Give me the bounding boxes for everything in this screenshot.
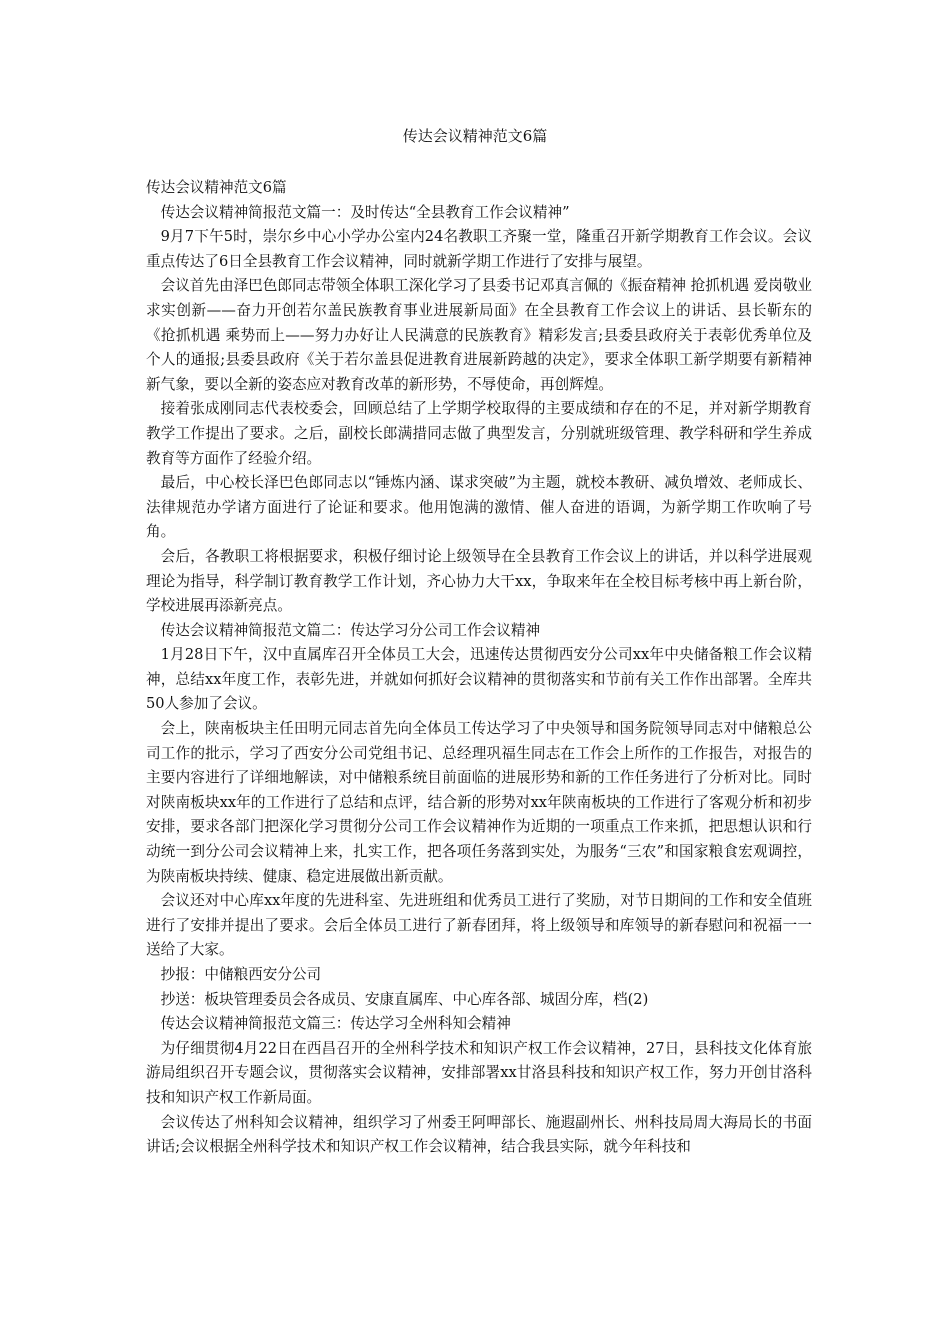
paragraph: 最后，中心校长泽巴色郎同志以“锤炼内涵、谋求突破”为主题，就校本教研、减负增效、老师成长、法律规范办学诸方面进行了论证和要求。他用饱满的激情、催人奋进的语调，为新学期工作吹响了号角。 — [146, 474, 812, 541]
paragraph: 会议传达了州科知会议精神，组织学习了州委王阿呷部长、施遐副州长、州科技局周大海局长的书面讲话;会议根据全州科学技术和知识产权工作会议精神，结合我县实际，就今年科技和 — [146, 1113, 812, 1156]
paragraph: 接着张成刚同志代表校委会，回顾总结了上学期学校取得的主要成绩和存在的不足，并对新学期教育教学工作提出了要求。之后，副校长郎满措同志做了典型发言，分别就班级管理、教学科研和学生养成教育等方面作了经验介绍。 — [146, 400, 812, 467]
paragraph: 1月28日下午，汉中直属库召开全体员工大会，迅速传达贯彻西安分公司xx年中央储备粮工作会议精神，总结xx年度工作，表彰先进，并就如何抓好会议精神的贯彻落实和节前有关工作作出部署。全库共50人参加了会议。 — [146, 646, 812, 713]
paragraph: 抄送：板块管理委员会各成员、安康直属库、中心库各部、城固分库，档(2) — [160, 990, 649, 1008]
paragraph: 会上，陕南板块主任田明元同志首先向全体员工传达学习了中央领导和国务院领导同志对中储粮总公司工作的批示，学习了西安分公司党组书记、总经理巩福生同志在工作会上所作的工作报告，对报告的主要内容进行了详细地解读，对中储粮系统目前面临的进展形势和新的工作任务进行了分析对比。同时对陕南板块xx年的工作进行了总结和点评，结合新的形势对xx年陕南板块的工作进行了客观分析和初步安排，要求各部门把深化学习贯彻分公司工作会议精神作为近期的一项重点工作来抓，把思想认识和行动统一到分公司会议精神上来，扎实工作，把各项任务落到实处，为服务“三农”和国家粮食宏观调控，为陕南板块持续、健康、稳定进展做出新贡献。 — [146, 720, 812, 885]
document-title: 传达会议精神范文6篇 — [402, 127, 548, 145]
paragraph: 会议首先由泽巴色郎同志带领全体职工深化学习了县委书记邓真言佩的《振奋精神 抢抓机遇 爱岗敬业求实创新——奋力开创若尔盖民族教育事业进展新局面》在全县教育工作会议上的讲话、县长靳东的《抢抓机遇 乘势而上——努力办好让人民满意的民族教育》精彩发言;县委县政府关于表彰优秀单位及个人的通报;县委县政府《关于若尔盖县促进教育进展新跨越的决定》，要求全体职工新学期要有新精神新气象，要以全新的姿态应对教育改革的新形势，不辱使命，再创辉煌。 — [146, 277, 813, 393]
paragraph: 传达会议精神简报范文篇二：传达学习分公司工作会议精神 — [160, 621, 541, 639]
paragraph: 传达会议精神简报范文篇三：传达学习全州科知会精神 — [160, 1015, 511, 1033]
paragraph: 传达会议精神简报范文篇一：及时传达“全县教育工作会议精神” — [160, 203, 570, 221]
paragraph: 会议还对中心库xx年度的先进科室、先进班组和优秀员工进行了奖励，对节日期间的工作和安全值班进行了安排并提出了要求。会后全体员工进行了新春团拜，将上级领导和库领导的新春慰问和祝福一一送给了大家。 — [146, 892, 812, 959]
document-heading: 传达会议精神范文6篇 — [146, 179, 287, 196]
paragraph: 为仔细贯彻4月22日在西昌召开的全州科学技术和知识产权工作会议精神，27日，县科技文化体育旅游局组织召开专题会议，贯彻落实会议精神，安排部署xx甘洛县科技和知识产权工作，努力开创甘洛科技和知识产权工作新局面。 — [146, 1039, 812, 1106]
paragraph: 会后，各教职工将根据要求，积极仔细讨论上级领导在全县教育工作会议上的讲话，并以科学进展观理论为指导，科学制订教育教学工作计划，齐心协力大干xx，争取来年在全校目标考核中再上新台阶，学校进展再添新亮点。 — [146, 547, 812, 615]
paragraph: 抄报：中储粮西安分公司 — [160, 966, 322, 983]
document-body — [146, 176, 812, 1160]
paragraph: 9月7下午5时，崇尔乡中心小学办公室内24名教职工齐聚一堂，隆重召开新学期教育工作会议。会议重点传达了6日全县教育工作会议精神，同时就新学期工作进行了安排与展望。 — [146, 228, 812, 270]
